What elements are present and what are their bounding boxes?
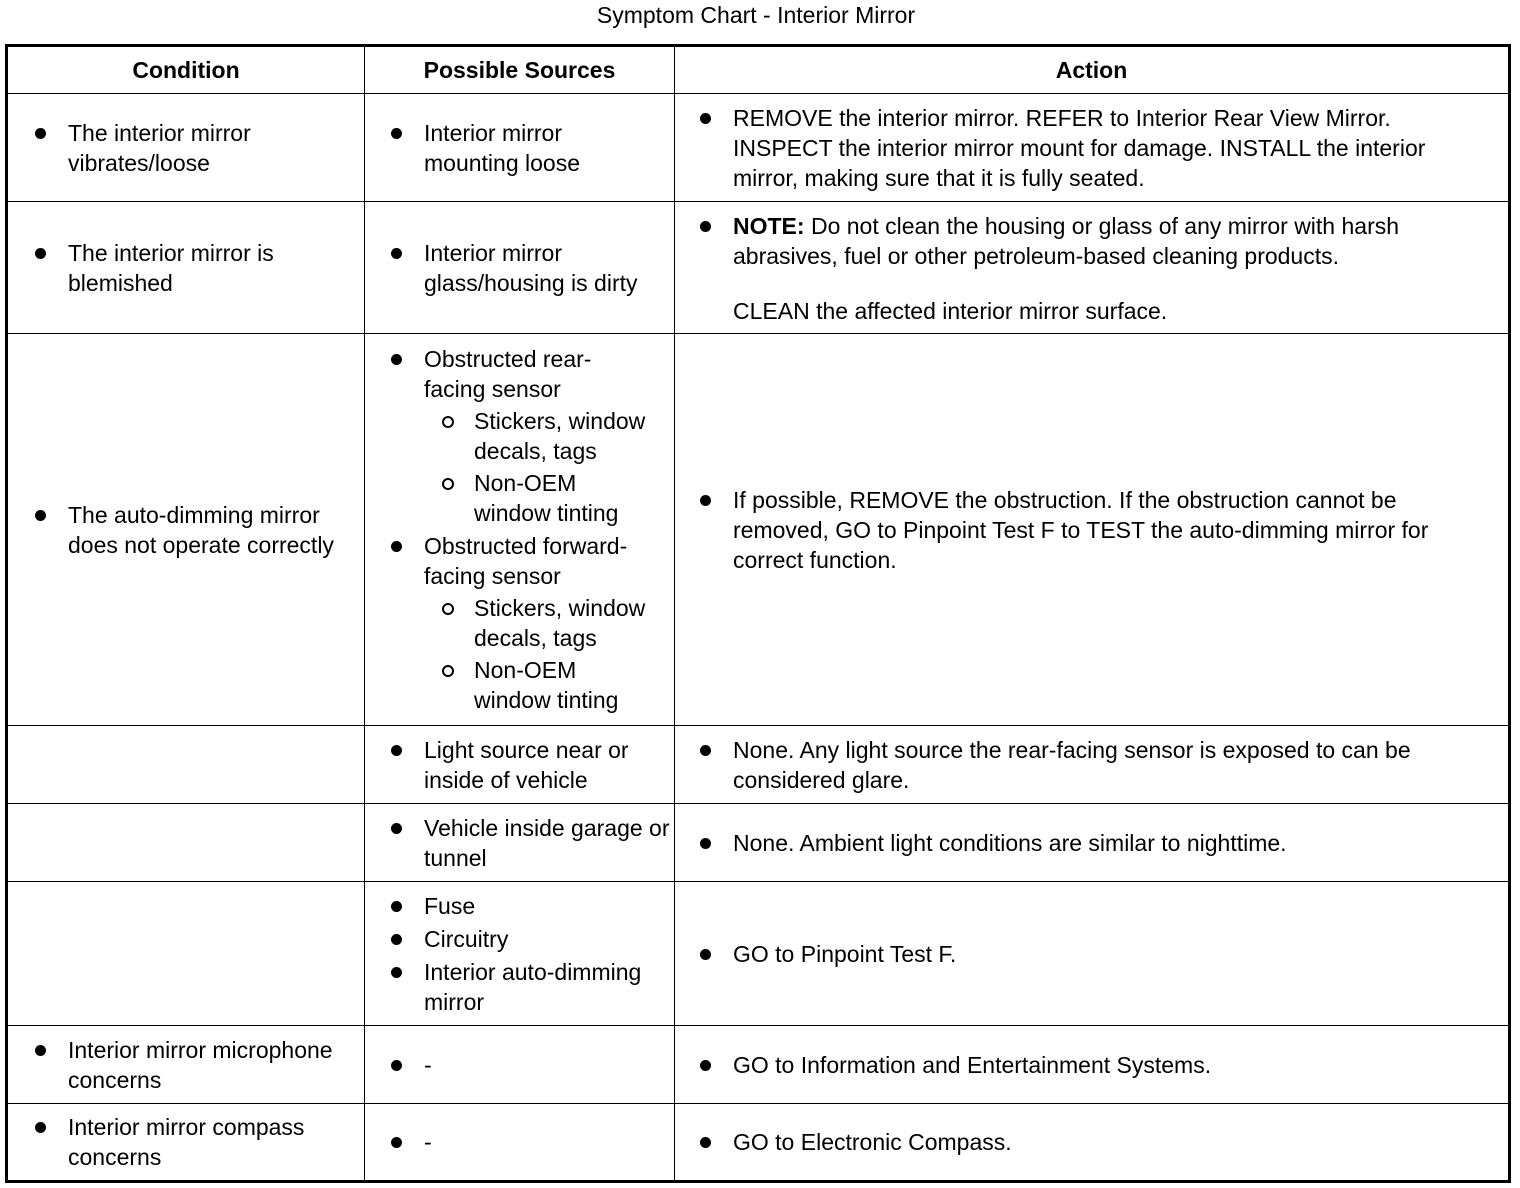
table-row: [7, 1026, 1510, 1104]
condition-cell: [7, 726, 365, 804]
action-cell: [675, 1104, 1510, 1182]
source-text: Interior auto-dimming mirror: [424, 958, 642, 1015]
bullet-icon: [391, 128, 402, 139]
bullet-icon: [35, 1122, 46, 1133]
bullet-icon: [391, 967, 402, 978]
bullet-icon: [391, 823, 402, 834]
condition-text: The interior mirror is blemished: [68, 239, 274, 296]
header-row: [7, 46, 1510, 94]
action-cell: [675, 882, 1510, 1026]
table-row: [7, 334, 1510, 726]
bullet-icon: [35, 510, 46, 521]
table-row: [7, 804, 1510, 882]
bullet-icon: [700, 1060, 711, 1071]
condition-cell: [7, 882, 365, 1026]
subsource-text: Stickers, window decals, tags: [474, 595, 646, 651]
condition-cell: [7, 1026, 365, 1104]
sources-cell: [365, 1104, 675, 1182]
action-text: None. Any light source the rear-facing sensor is exposed to can be considered glare.: [733, 736, 1411, 793]
source-text: -: [424, 1051, 432, 1078]
bullet-icon: [35, 128, 46, 139]
sources-cell: [365, 202, 675, 334]
bullet-icon: [700, 949, 711, 960]
bullet-icon: [700, 113, 711, 124]
bullet-icon: [391, 901, 402, 912]
note-text: Do not clean the housing or glass of any mirror with harsh abrasives, fuel or other petroleum-based cleaning products.: [733, 213, 1400, 269]
circle-bullet-icon: [442, 665, 454, 677]
source-text: Obstructed forward-facing sensor: [424, 533, 628, 589]
condition-cell: [7, 1104, 365, 1182]
action-text: CLEAN the affected interior mirror surface.: [733, 298, 1168, 324]
bullet-icon: [700, 745, 711, 756]
action-text: If possible, REMOVE the obstruction. If the obstruction cannot be removed, GO to Pinpoint Test F to TEST the auto-dimming mirror for correct function.: [733, 486, 1429, 573]
subsource-text: Non-OEM window tinting: [474, 470, 619, 526]
sources-cell: [365, 882, 675, 1026]
action-cell: [675, 726, 1510, 804]
condition-cell: [7, 334, 365, 726]
action-cell: [675, 202, 1510, 334]
bullet-icon: [700, 221, 711, 232]
bullet-icon: [35, 248, 46, 259]
sources-cell: [365, 726, 675, 804]
page-title: Symptom Chart - Interior Mirror: [596, 2, 916, 28]
sources-cell: [365, 334, 675, 726]
circle-bullet-icon: [442, 416, 454, 428]
action-text: REMOVE the interior mirror. REFER to Interior Rear View Mirror. INSPECT the interior mirror mount for damage. INSTALL the interior mirror, making sure that it is fully seated.: [733, 104, 1426, 191]
table-row: [7, 1104, 1510, 1182]
subsource-text: Non-OEM window tinting: [474, 657, 619, 713]
bullet-icon: [391, 354, 402, 365]
action-cell: [675, 804, 1510, 882]
table-row: [7, 94, 1510, 202]
action-text: GO to Electronic Compass.: [733, 1129, 1012, 1155]
symptom-table: [5, 44, 1511, 1183]
action-text: None. Ambient light conditions are similar to nighttime.: [733, 829, 1287, 856]
action-text: GO to Information and Entertainment Systems.: [733, 1051, 1212, 1078]
condition-text: The auto-dimming mirror does not operate correctly: [68, 501, 334, 558]
bullet-icon: [700, 1137, 711, 1148]
circle-bullet-icon: [442, 478, 454, 490]
action-cell: [675, 1026, 1510, 1104]
source-text: -: [424, 1129, 432, 1155]
bullet-icon: [391, 541, 402, 552]
source-text: Obstructed rear-facing sensor: [424, 346, 592, 402]
bullet-icon: [391, 1137, 402, 1148]
bullet-icon: [391, 934, 402, 945]
header-action: Action: [675, 46, 1510, 94]
source-text: Interior mirror glass/housing is dirty: [424, 239, 638, 296]
action-cell: [675, 94, 1510, 202]
header-condition: Condition: [7, 46, 365, 94]
bullet-icon: [391, 1060, 402, 1071]
table-row: [7, 882, 1510, 1026]
header-sources: Possible Sources: [365, 46, 675, 94]
condition-text: The interior mirror vibrates/loose: [68, 119, 251, 176]
source-text: Vehicle inside garage or tunnel: [424, 814, 670, 871]
sources-cell: [365, 94, 675, 202]
subsource-text: Stickers, window decals, tags: [474, 408, 646, 464]
table-row: [7, 726, 1510, 804]
action-text: GO to Pinpoint Test F.: [733, 940, 957, 967]
bullet-icon: [700, 838, 711, 849]
circle-bullet-icon: [442, 603, 454, 615]
condition-cell: [7, 94, 365, 202]
sources-cell: [365, 804, 675, 882]
source-text: Interior mirror mounting loose: [424, 119, 580, 176]
sources-cell: [365, 1026, 675, 1104]
note-label: NOTE:: [733, 213, 805, 239]
condition-cell: [7, 804, 365, 882]
bullet-icon: [35, 1045, 46, 1056]
source-text: Light source near or inside of vehicle: [424, 736, 629, 793]
action-cell: [675, 334, 1510, 726]
condition-text: Interior mirror compass concerns: [68, 1114, 305, 1170]
source-text: Circuitry: [424, 925, 509, 952]
bullet-icon: [391, 248, 402, 259]
source-text: Fuse: [424, 892, 476, 919]
table-row: [7, 202, 1510, 334]
condition-cell: [7, 202, 365, 334]
condition-text: Interior mirror microphone concerns: [68, 1036, 333, 1093]
bullet-icon: [391, 745, 402, 756]
bullet-icon: [700, 495, 711, 506]
